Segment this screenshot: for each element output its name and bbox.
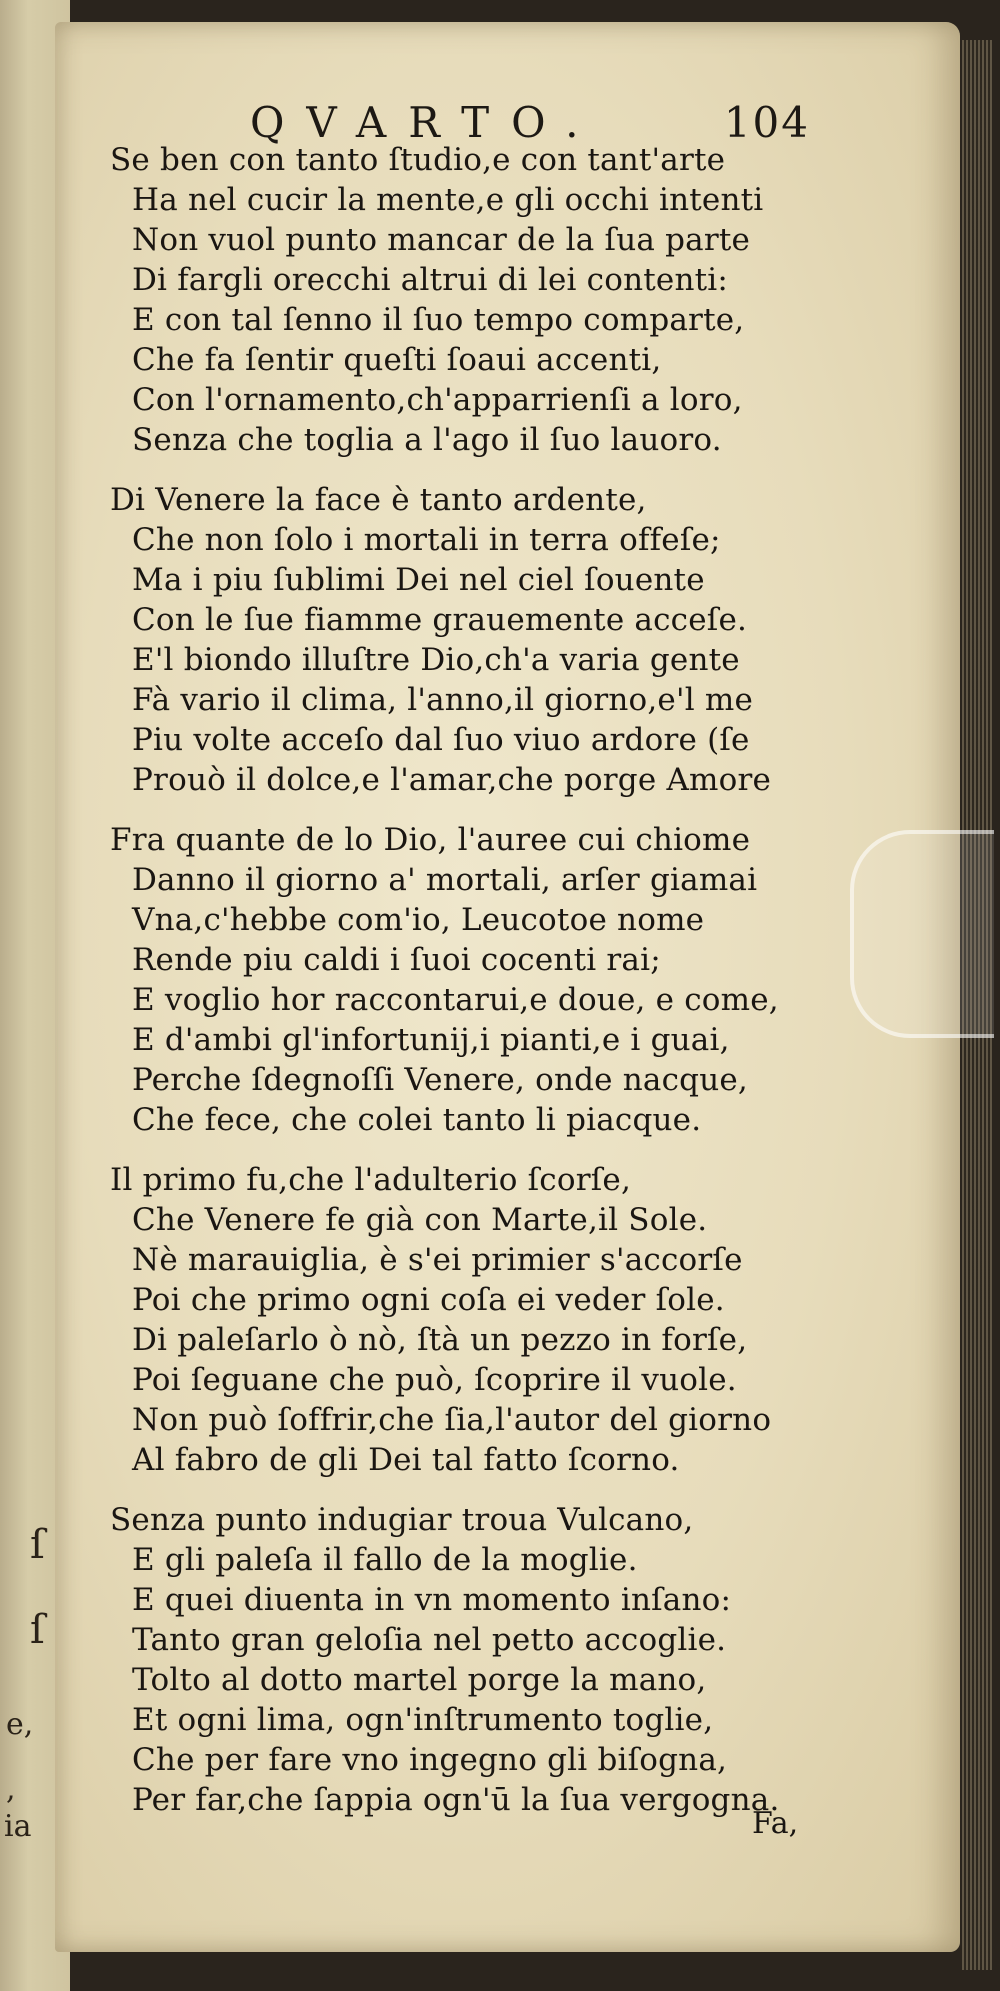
verse-line: Il primo fu,che l'adulterio ſcorſe, [110,1162,632,1198]
page-number: 104 [723,98,810,147]
verse-line: E con tal ſenno il ſuo tempo comparte, [132,302,745,338]
verse-line: Et ogni lima, ogn'inſtrumento toglie, [132,1702,714,1738]
verse-line: Non vuol punto mancar de la ſua parte [132,222,751,258]
verse-line: E gli paleſa il fallo de la moglie. [132,1542,638,1578]
verse-line: Di paleſarlo ò nò, ſtà un pezzo in forſe, [132,1322,748,1358]
verse-line: Con l'ornamento,ch'apparrienſi a loro, [132,382,743,418]
verse-line: Di fargli orecchi altrui di lei contenti: [132,262,729,298]
margin-mark: e, [6,1707,34,1742]
verse-line: Ma i piu ſublimi Dei nel ciel ſouente [132,562,705,598]
verse-line: Con le ſue fiamme grauemente acceſe. [132,602,748,638]
margin-mark: ia [4,1809,32,1844]
verse-line: Che fece, che colei tanto li piacque. [132,1102,702,1138]
verse-line: E d'ambi gl'infortunij,i pianti,e i guai, [132,1022,730,1058]
verse-line: Tolto al dotto martel porge la mano, [132,1662,707,1698]
verse-line: E'l biondo illuſtre Dio,ch'a varia gente [132,642,740,678]
stanza [110,480,910,800]
stanza [110,820,910,1140]
verse-line: Senza punto indugiar troua Vulcano, [110,1502,694,1538]
verse-line: E voglio hor raccontarui,e doue, e come, [132,982,779,1018]
verse-line: Prouò il dolce,e l'amar,che porge Amore [132,762,772,798]
verse-line: Fra quante de lo Dio, l'auree cui chiome [110,822,751,858]
verse-line: Perche ſdegnoſſi Venere, onde nacque, [132,1062,748,1098]
verse-line: Piu volte acceſo dal ſuo viuo ardore (ſe [132,722,750,758]
stanza [110,1500,910,1820]
verse-line: Al fabro de gli Dei tal fatto ſcorno. [132,1442,680,1478]
margin-mark: ſ [30,1607,45,1653]
verse-line: Rende piu caldi i ſuoi cocenti rai; [132,942,661,978]
stanza [110,140,910,460]
catchword: Fa, [752,1806,799,1841]
verse-line: Senza che toglia a l'ago il ſuo lauoro. [132,422,722,458]
verse-line: Fà vario il clima, l'anno,il giorno,e'l me [132,682,753,718]
verse-line: Vna,c'hebbe com'io, Leucotoe nome [132,902,705,938]
verse-line: Poi ſeguane che può, ſcoprire il vuole. [132,1362,737,1398]
verse-line: Che non ſolo i mortali in terra offeſe; [132,522,721,558]
verse-line: Nè marauiglia, è s'ei primier s'accorſe [132,1242,743,1278]
stanza [110,1160,910,1480]
verse-line: Ha nel cucir la mente,e gli occhi intenti [132,182,764,218]
verse-line: Danno il giorno a' mortali, arſer giamai [132,862,758,898]
verse-line: Di Venere la face è tanto ardente, [110,482,647,518]
verse-line: Tanto gran geloſia nel petto accoglie. [132,1622,727,1658]
margin-mark: ſ [30,1522,45,1568]
verse-line: Che fa ſentir queſti ſoaui accenti, [132,342,662,378]
verse-line: Se ben con tanto ſtudio,e con tant'arte [110,142,726,178]
running-head: QVARTO. [250,98,601,147]
verse-line: E quei diuenta in vn momento inſano: [132,1582,732,1618]
verse-line: Poi che primo ogni coſa ei veder ſole. [132,1282,725,1318]
verse-line: Che per fare vno ingegno gli biſogna, [132,1742,728,1778]
verse-line: Non può ſoffrir,che ſia,l'autor del giorno [132,1402,772,1438]
poem-text [110,140,910,1840]
margin-mark: , [6,1772,16,1807]
verse-line: Per far,che ſappia ogn'ū la ſua vergogna. [132,1782,780,1818]
verse-line: Che Venere fe già con Marte,il Sole. [132,1202,708,1238]
